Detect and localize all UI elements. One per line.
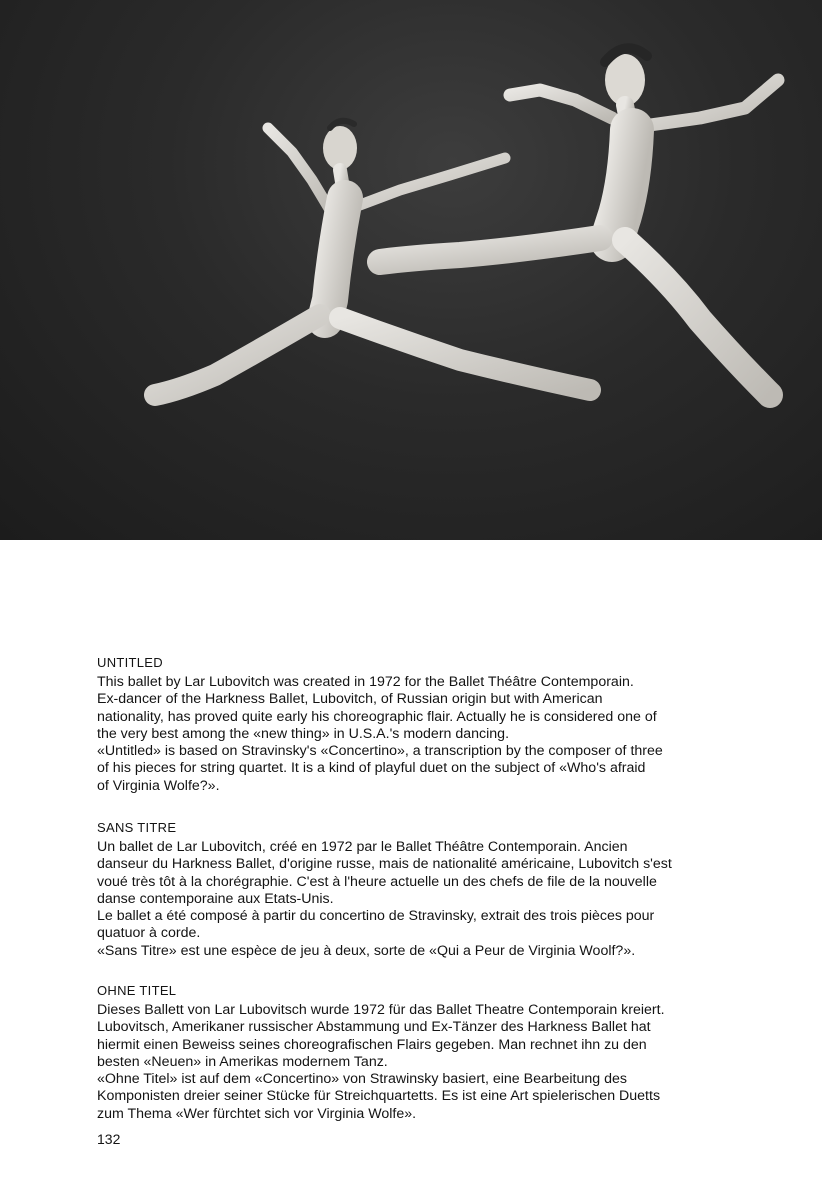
text-line: Le ballet a été composé à partir du concertino de Stravinsky, extrait des trois pièces pour [97,908,655,925]
text-line: danse contemporaine aux Etats-Unis. [97,890,334,907]
text-line: of Virginia Wolfe?». [97,777,220,794]
page-number: 132 [97,1131,121,1147]
ballet-dancers-photo [0,0,822,540]
text-line: of his pieces for string quartet. It is a kind of playful duet on the subject of «Who's afraid [97,760,646,777]
text-line: the very best among the «new thing» in U.S.A.'s modern dancing. [97,725,510,742]
text-line: Un ballet de Lar Lubovitch, créé en 1972 par le Ballet Théâtre Contemporain. Ancien [97,839,628,855]
section-heading: OHNE TITEL [97,983,177,998]
text-line: quatuor à corde. [97,925,201,942]
text-line: «Sans Titre» est une espèce de jeu à deux, sorte de «Qui a Peur de Virginia Woolf?». [97,942,636,959]
section-untitled-english [97,655,757,795]
text-line: Dieses Ballett von Lar Lubovitsch wurde 1972 für das Ballet Theatre Contemporain kreiert. [97,1002,665,1018]
text-line: This ballet by Lar Lubovitch was created in 1972 for the Ballet Théâtre Contemporain. [97,674,634,690]
text-line: «Ohne Titel» ist auf dem «Concertino» von Strawinsky basiert, eine Bearbeitung des [97,1071,627,1088]
text-line: hiermit einen Beweiss seines choreografischen Flairs gegeben. Man rechnet ihn zu den [97,1036,647,1053]
text-line: Lubovitsch, Amerikaner russischer Abstammung und Ex-Tänzer des Harkness Ballet hat [97,1019,651,1036]
text-line: Komponisten dreier seiner Stücke für Streichquartetts. Es ist eine Art spielerischen Duetts [97,1088,661,1105]
text-line: voué très tôt à la chorégraphie. C'est à l'heure actuelle un des chefs de file de la nouvelle [97,873,657,890]
text-line: «Untitled» is based on Stravinsky's «Concertino», a transcription by the composer of three [97,743,663,760]
text-line: besten «Neuen» in Amerikas modernem Tanz. [97,1053,388,1070]
section-body [97,674,757,795]
section-heading: SANS TITRE [97,820,177,835]
text-line: Ex-dancer of the Harkness Ballet, Lubovitch, of Russian origin but with American [97,691,603,708]
dancers-illustration [0,0,822,540]
text-line: nationality, has proved quite early his choreographic flair. Actually he is considered one of [97,708,657,725]
section-ohne-titel-german [97,983,757,1123]
section-body [97,1002,757,1123]
section-body [97,839,757,960]
section-heading: UNTITLED [97,655,163,670]
section-sans-titre-french [97,820,757,960]
text-line: danseur du Harkness Ballet, d'origine russe, mais de nationalité américaine, Lubovitch s'est [97,856,672,873]
text-line: zum Thema «Wer fürchtet sich vor Virginia Wolfe». [97,1105,417,1122]
